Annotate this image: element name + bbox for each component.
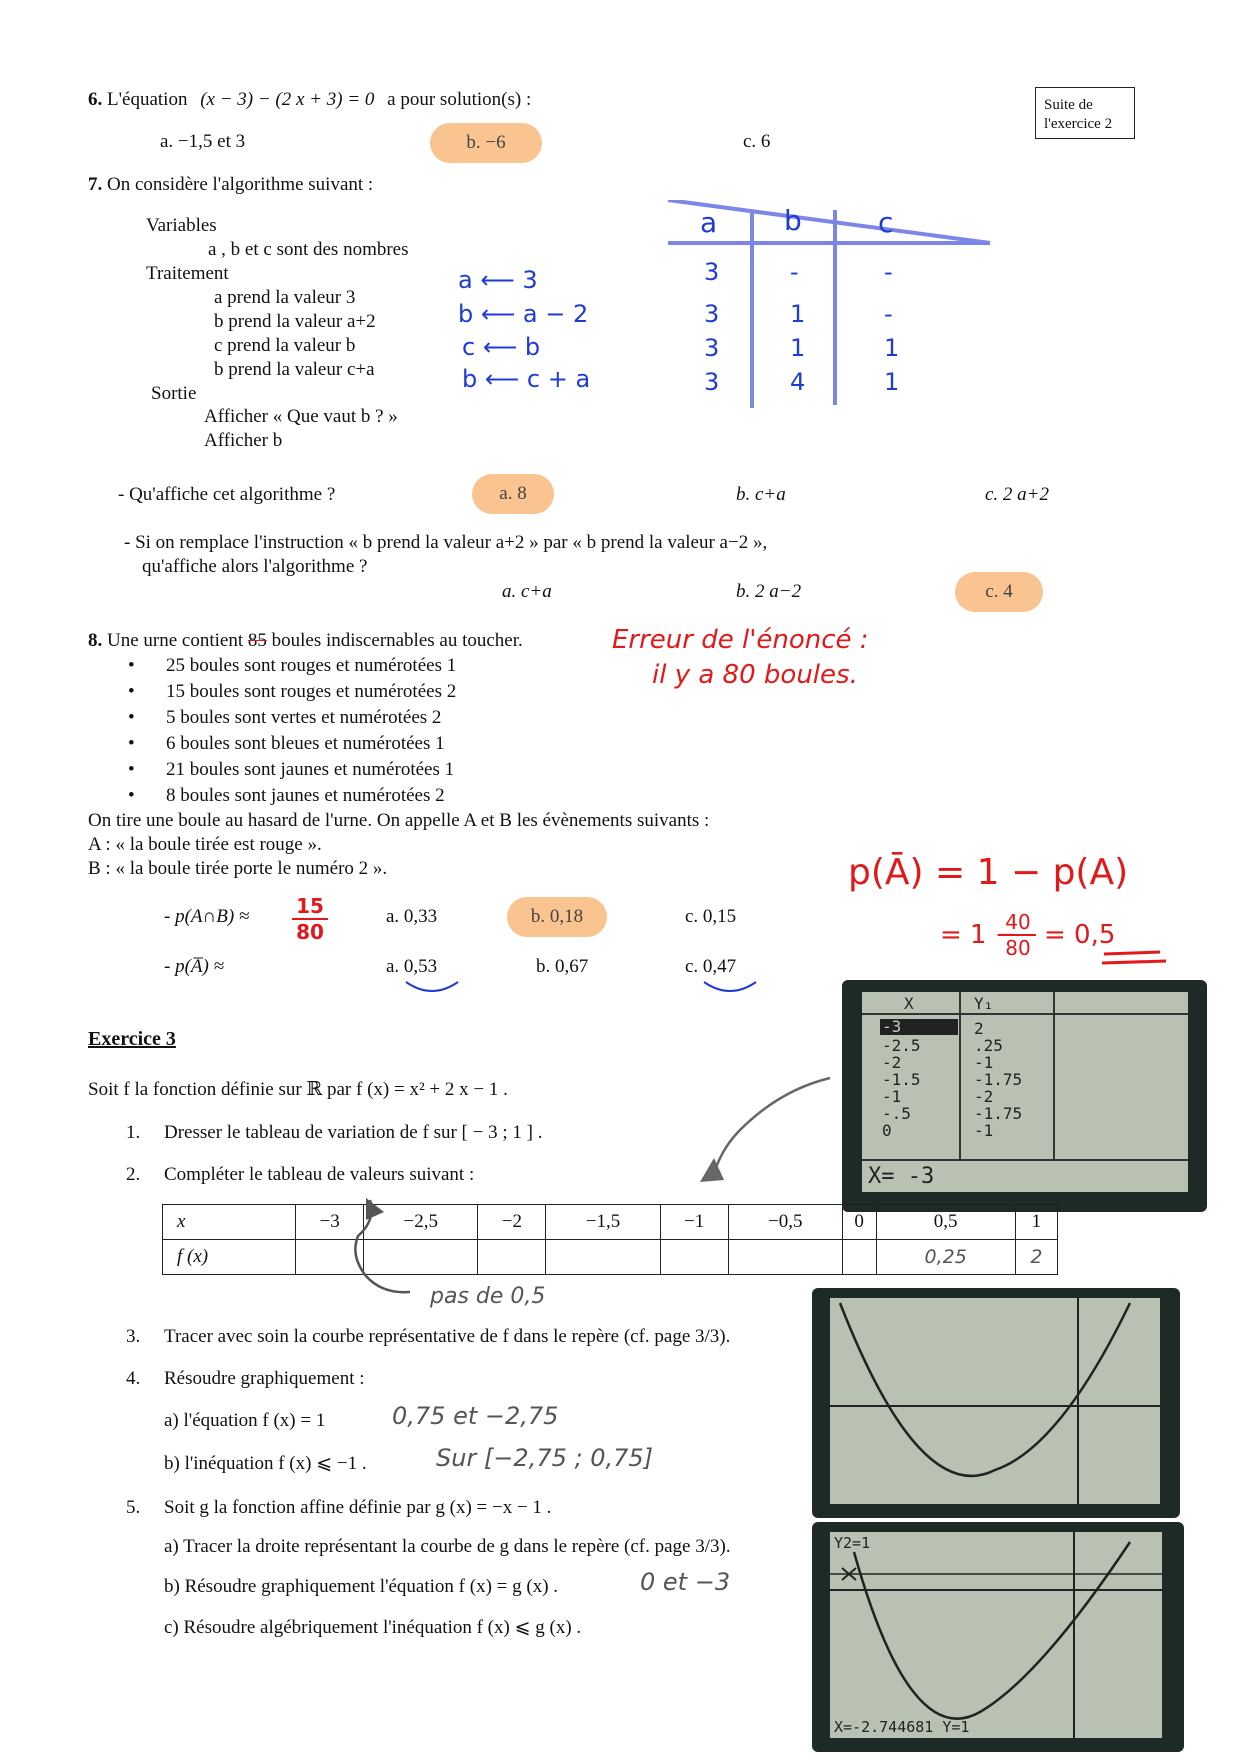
q6-equation: (x − 3) − (2 x + 3) = 0 [200, 89, 375, 110]
q8-intro-a: Une urne contient [107, 630, 244, 651]
values-x-cell: 0,5 [876, 1205, 1015, 1240]
hw-r1-c: - [884, 258, 893, 286]
calc-y-4: -1.75 [974, 1070, 1023, 1089]
values-x-label: x [163, 1205, 296, 1240]
q6-text: L'équation [107, 89, 188, 110]
hw-algo-line-4: b ⟵ c + a [462, 365, 591, 393]
calculator-graph-2 [812, 1522, 1184, 1752]
hw-r2-b: 1 [790, 300, 806, 328]
values-x-cell: 0 [842, 1205, 876, 1240]
ex3-title: Exercice 3 [88, 1028, 176, 1050]
values-fx-cell[interactable]: 0,25 [876, 1240, 1015, 1275]
q8-p1-label: - p(A∩B) ≈ [164, 906, 250, 927]
calc-y-7: -1 [974, 1121, 994, 1140]
ex3-item5b: b) Résoudre graphiquement l'équation f (x) = g (x) . [164, 1576, 559, 1597]
hw-smile-a [402, 978, 462, 998]
hw-algo-line-1: a ⟵ 3 [458, 266, 538, 294]
hw-r4-c: 1 [884, 368, 900, 396]
values-x-cell: −0,5 [728, 1205, 842, 1240]
hw-arrow-calc [690, 1070, 840, 1190]
ex3-item5c: c) Résoudre algébriquement l'inéquation f (x) ⩽ g (x) . [164, 1617, 582, 1638]
q8-bullet-6: • 8 boules sont jaunes et numérotées 2 [166, 785, 445, 807]
hw-algo-line-2: b ⟵ a − 2 [458, 300, 589, 328]
values-fx-label: f (x) [163, 1240, 296, 1275]
hw-algo-line-3: c ⟵ b [462, 333, 541, 361]
hw-step-arrow [340, 1196, 430, 1306]
calculator-graph-2-screen [830, 1532, 1162, 1738]
hw-col-c: c [878, 206, 894, 239]
calc-x-3: -2 [882, 1053, 902, 1072]
values-fx-cell[interactable] [546, 1240, 660, 1275]
calculator-graph [812, 1288, 1180, 1518]
hw-item5b-answer: 0 et −3 [640, 1568, 731, 1596]
calc-y-5: -2 [974, 1087, 994, 1106]
q8-event-a: A : « la boule tirée est rouge ». [88, 834, 322, 855]
q7-text: On considère l'algorithme suivant : [107, 174, 374, 195]
values-x-cell: −2,5 [364, 1205, 478, 1240]
hw-r4-a: 3 [704, 368, 720, 396]
hw-r1-b: - [790, 258, 799, 286]
calc-x-7: 0 [882, 1121, 892, 1140]
hw-frac-den: 80 [296, 920, 324, 944]
q8-draw: On tire une boule au hasard de l'urne. On appelle A et B les évènements suivants : [88, 810, 710, 831]
values-x-cell: −1,5 [546, 1205, 660, 1240]
ex3-item3: Tracer avec soin la courbe représentative de f dans le repère (cf. page 3/3). [164, 1326, 731, 1347]
algo-variables: Variables [146, 215, 217, 236]
q6-answer-b: b. −6 [430, 123, 542, 163]
values-row-fx [163, 1240, 1058, 1275]
calc-x-6: -.5 [882, 1104, 911, 1123]
graph-2 [830, 1532, 1162, 1738]
hw-step-note: pas de 0,5 [430, 1284, 546, 1309]
calc-x-2: -2.5 [882, 1036, 921, 1055]
q7-sub1-answer-c: c. 2 a+2 [985, 484, 1050, 505]
values-fx-cell[interactable] [842, 1240, 876, 1275]
q8-p1-answer-a: a. 0,33 [386, 906, 438, 927]
q8-intro-b: boules indiscernables au toucher. [271, 630, 523, 651]
hw-pa-frac [1000, 910, 1036, 960]
ex3-intro: Soit f la fonction définie sur ℝ par f (x) = x² + 2 x − 1 . [88, 1079, 508, 1100]
q7-line [88, 174, 373, 196]
q7-sub2-answer-c: c. 4 [955, 572, 1043, 612]
q7-sub2-line1: - Si on remplace l'instruction « b prend la valeur a+2 » par « b prend la valeur a−2 », [124, 532, 768, 553]
algo-traitement: Traitement [146, 263, 229, 284]
calc-x-5: -1 [882, 1087, 902, 1106]
hw-pa-line-2a: = 1 − [940, 920, 1017, 950]
algo-step-2: b prend la valeur a+2 [214, 311, 376, 332]
q8-struck-count: 85 [247, 630, 267, 651]
algo-step-4: b prend la valeur c+a [214, 359, 375, 380]
hw-pa-num: 40 [1000, 910, 1036, 936]
calc-col-x: X [904, 994, 914, 1013]
graph-2-curve [854, 1542, 1130, 1719]
hw-r3-a: 3 [704, 334, 720, 362]
calculator-table-screen [862, 992, 1188, 1192]
hw-item4a-answer: 0,75 et −2,75 [392, 1402, 559, 1430]
calc-y-1: 2 [974, 1019, 984, 1038]
calc-y-3: -1 [974, 1053, 994, 1072]
q6-number: 6. [88, 89, 103, 110]
values-fx-cell[interactable] [478, 1240, 546, 1275]
hw-pa-underline [1100, 948, 1170, 968]
q7-sub1: - Qu'affiche cet algorithme ? [118, 484, 336, 505]
calc-col-y1: Y₁ [974, 994, 994, 1013]
calc-x-1: -3 [882, 1017, 902, 1036]
ex3-item4: Résoudre graphiquement : [164, 1368, 365, 1389]
q6-answer-c: c. 6 [743, 131, 771, 152]
calculator-graph-screen [830, 1298, 1160, 1504]
values-x-cell: −3 [296, 1205, 364, 1240]
calc-y-6: -1.75 [974, 1104, 1023, 1123]
graph-2-bottom: X=-2.744681 Y=1 [834, 1718, 970, 1736]
hw-r3-c: 1 [884, 334, 900, 362]
side-box: Suite de l'exercice 2 [1035, 87, 1135, 139]
values-x-cell: 1 [1015, 1205, 1057, 1240]
graph-2-top: Y2=1 [834, 1534, 871, 1552]
ex3-item5-number: 5. [126, 1497, 141, 1518]
calc-x-4: -1.5 [882, 1070, 921, 1089]
algo-output-1: Afficher « Que vaut b ? » [204, 406, 398, 427]
algo-sortie: Sortie [151, 383, 197, 404]
hw-pa-line-2b: = 0,5 [1044, 920, 1116, 950]
ex3-item5: Soit g la fonction affine définie par g (x) = −x − 1 . [164, 1497, 552, 1518]
values-row-x [163, 1205, 1058, 1240]
q7-sub1-answer-b: b. c+a [736, 484, 786, 505]
hw-smile-c [700, 978, 760, 998]
ex3-item4-number: 4. [126, 1368, 141, 1389]
q8-p1-answer-c: c. 0,15 [685, 906, 737, 927]
hw-r2-a: 3 [704, 300, 720, 328]
calc-table-grid [862, 992, 1188, 1192]
q6-answer-a: a. −1,5 et 3 [160, 131, 246, 152]
q6-line [88, 89, 531, 111]
calc-table-bottom: X= -3 [868, 1164, 935, 1189]
ex3-item5a: a) Tracer la droite représentant la courbe de g dans le repère (cf. page 3/3). [164, 1536, 731, 1557]
q8-p2-answer-a: a. 0,53 [386, 956, 438, 977]
hw-item4b-answer: Sur [−2,75 ; 0,75] [436, 1444, 653, 1472]
q8-bullet-3: • 5 boules sont vertes et numérotées 2 [166, 707, 441, 729]
calc-y-2: .25 [974, 1036, 1003, 1055]
q8-intro [88, 630, 523, 652]
hw-r1-a: 3 [704, 258, 720, 286]
ex3-item1: Dresser le tableau de variation de f sur [ − 3 ; 1 ] . [164, 1122, 543, 1143]
algo-step-3: c prend la valeur b [214, 335, 356, 356]
q7-sub2-answer-b: b. 2 a−2 [736, 581, 802, 602]
q6-tail: a pour solution(s) : [387, 89, 532, 110]
hw-pa-line-1: p(Ā) = 1 − p(A) [848, 852, 1129, 893]
q8-bullet-4: • 6 boules sont bleues et numérotées 1 [166, 733, 445, 755]
q8-bullet-2: • 15 boules sont rouges et numérotées 2 [166, 681, 456, 703]
calculator-table [842, 980, 1207, 1212]
hw-col-b: b [784, 204, 802, 237]
hw-r4-b: 4 [790, 368, 806, 396]
ex3-item3-number: 3. [126, 1326, 141, 1347]
q7-sub1-answer-a: a. 8 [472, 474, 554, 514]
q8-p1-answer-b: b. 0,18 [507, 897, 607, 937]
q7-sub2-answer-a: a. c+a [502, 581, 552, 602]
q8-bullet-1: • 25 boules sont rouges et numérotées 1 [166, 655, 456, 677]
q8-number: 8. [88, 630, 103, 651]
values-table [162, 1204, 1058, 1275]
q8-bullet-5: • 21 boules sont jaunes et numérotées 1 [166, 759, 454, 781]
q8-p2-answer-b: b. 0,67 [536, 956, 589, 977]
algo-step-1: a prend la valeur 3 [214, 287, 356, 308]
hw-frac-1518 [292, 894, 328, 944]
values-fx-cell[interactable] [660, 1240, 728, 1275]
hw-frac-num: 15 [292, 894, 328, 920]
q8-event-b: B : « la boule tirée porte le numéro 2 ». [88, 858, 388, 879]
hw-col-a: a [700, 206, 718, 239]
hw-pa-den: 80 [1005, 936, 1031, 960]
values-x-cell: −2 [478, 1205, 546, 1240]
values-x-cell: −1 [660, 1205, 728, 1240]
algo-vars-decl: a , b et c sont des nombres [208, 239, 409, 260]
ex3-item2-number: 2. [126, 1164, 141, 1185]
values-fx-cell[interactable] [728, 1240, 842, 1275]
graph-1-curve [840, 1303, 1130, 1476]
graph-1 [830, 1298, 1160, 1504]
values-fx-cell[interactable]: 2 [1015, 1240, 1057, 1275]
q7-number: 7. [88, 174, 103, 195]
hw-r2-c: - [884, 300, 893, 328]
ex3-item1-number: 1. [126, 1122, 141, 1143]
q8-p2-answer-c: c. 0,47 [685, 956, 737, 977]
hw-r3-b: 1 [790, 334, 806, 362]
ex3-item2: Compléter le tableau de valeurs suivant : [164, 1164, 475, 1185]
q8-p2-label: - p(A̅) ≈ [164, 956, 225, 977]
algo-output-2: Afficher b [204, 430, 283, 451]
q7-sub2-line2: qu'affiche alors l'algorithme ? [142, 556, 368, 577]
ex3-item4a: a) l'équation f (x) = 1 [164, 1410, 326, 1431]
hw-error-line-2: il y a 80 boules. [652, 660, 858, 690]
hw-error-line-1: Erreur de l'énoncé : [612, 625, 869, 655]
ex3-item4b: b) l'inéquation f (x) ⩽ −1 . [164, 1453, 367, 1474]
